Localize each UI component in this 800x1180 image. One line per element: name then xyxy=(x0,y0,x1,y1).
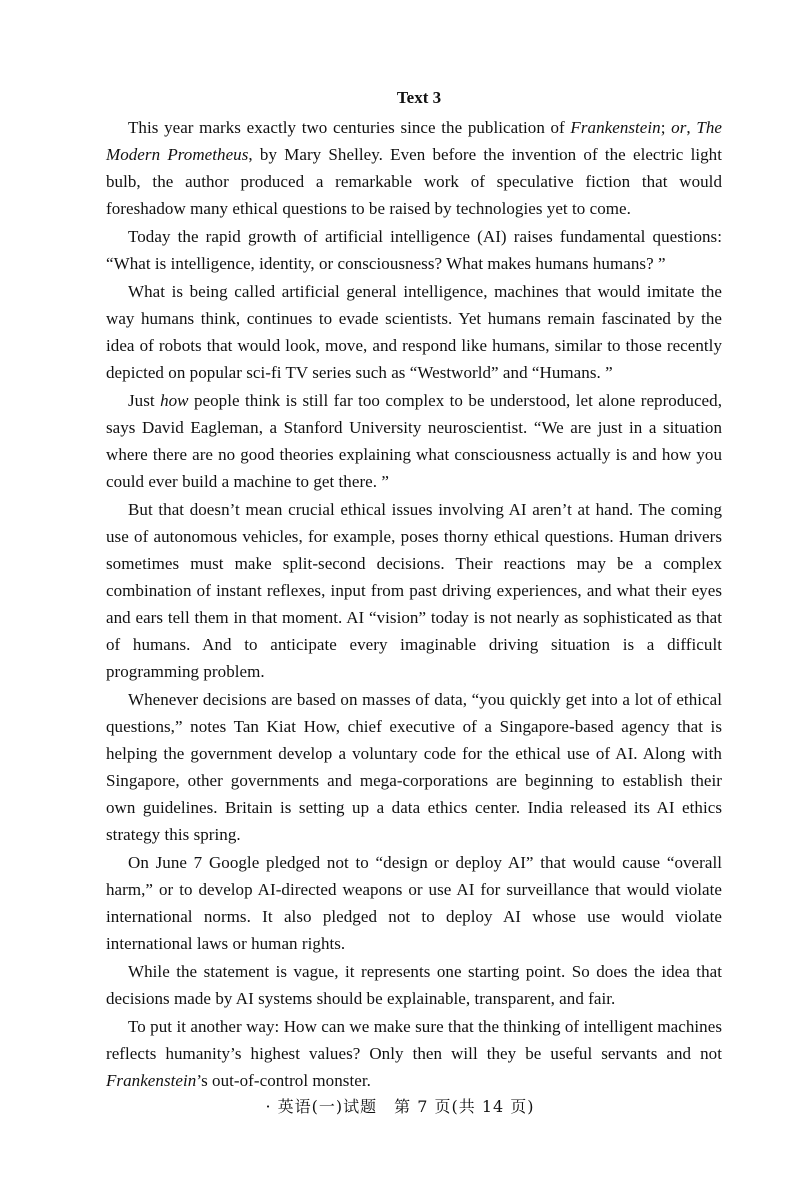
italic-text: The Modern Prometheus xyxy=(106,118,722,164)
paragraph-text: , xyxy=(686,118,697,137)
paragraph-text: Today the rapid growth of artificial intelligence (AI) raises fundamental questions: “What is intelligence, identity, or consciousness? What makes humans humans? ” xyxy=(106,227,722,273)
paragraph xyxy=(106,1013,722,1094)
italic-text: Frankenstein xyxy=(106,1071,197,1090)
paragraph xyxy=(106,958,722,1012)
paragraph-text: people think is still far too complex to be understood, let alone reproduced, says David Eagleman, a Stanford University neuroscientist. “We are just in a situation where there are no good theories explaining what consciousness actually is and how you could ever build a machine to get there. ” xyxy=(106,391,722,491)
paragraph-text: ’s out-of-control monster. xyxy=(196,1071,371,1090)
paragraph xyxy=(106,114,722,222)
paragraph xyxy=(106,686,722,848)
passage-body xyxy=(106,114,722,1094)
italic-text: or xyxy=(671,118,687,137)
page-footer: · 英语(一)试题 第 7 页(共 14 页) xyxy=(265,1097,535,1116)
paragraph-text: Just xyxy=(128,391,161,410)
paragraph xyxy=(106,223,722,277)
paragraph-text: To put it another way: How can we make sure that the thinking of intelligent machines reflects humanity’s highest values? Only then will they be useful servants and not xyxy=(106,1017,722,1063)
paragraph-text: ; xyxy=(660,118,672,137)
paragraph xyxy=(106,849,722,957)
paragraph-text: What is being called artificial general intelligence, machines that would imitate the way humans think, continues to evade scientists. Yet humans remain fascinated by the idea of robots that would look, move, and respond like humans, similar to those recently depicted on popular sci-fi TV series such as “Westworld” and “Humans. ” xyxy=(106,282,722,382)
italic-text: Frankenstein xyxy=(570,118,661,137)
paragraph-text: While the statement is vague, it represents one starting point. So does the idea that decisions made by AI systems should be explainable, transparent, and fair. xyxy=(106,962,722,1008)
paragraph-text: Whenever decisions are based on masses of data, “you quickly get into a lot of ethical questions,” notes Tan Kiat How, chief executive of a Singapore-based agency that is helping the government develop a voluntary code for the ethical use of AI. Along with Singapore, other governments and mega-corporations are beginning to establish their own guidelines. Britain is setting up a data ethics center. India released its AI ethics strategy this spring. xyxy=(106,690,722,844)
paragraph-text: But that doesn’t mean crucial ethical issues involving AI aren’t at hand. The coming use of autonomous vehicles, for example, poses thorny ethical questions. Human drivers sometimes must make split-second decisions. Their reactions may be a complex combination of instant reflexes, input from past driving experiences, and what their eyes and ears tell them in that moment. AI “vision” today is not nearly as sophisticated as that of humans. And to anticipate every imaginable driving situation is a difficult programming problem. xyxy=(106,500,722,681)
section-title: Text 3 xyxy=(396,88,442,107)
paragraph-text: This year marks exactly two centuries since the publication of xyxy=(128,118,571,137)
paragraph-text: On June 7 Google pledged not to “design or deploy AI” that would cause “overall harm,” or to develop AI-directed weapons or use AI for surveillance that would violate international norms. It also pledged not to deploy AI whose use would violate international laws or human rights. xyxy=(106,853,722,953)
paragraph xyxy=(106,278,722,386)
paragraph xyxy=(106,496,722,685)
paragraph-text: , by Mary Shelley. Even before the invention of the electric light bulb, the author produced a remarkable work of speculative fiction that would foreshadow many ethical questions to be raised by technologies yet to come. xyxy=(106,145,723,218)
italic-text: how xyxy=(160,391,189,410)
paragraph xyxy=(106,387,722,495)
